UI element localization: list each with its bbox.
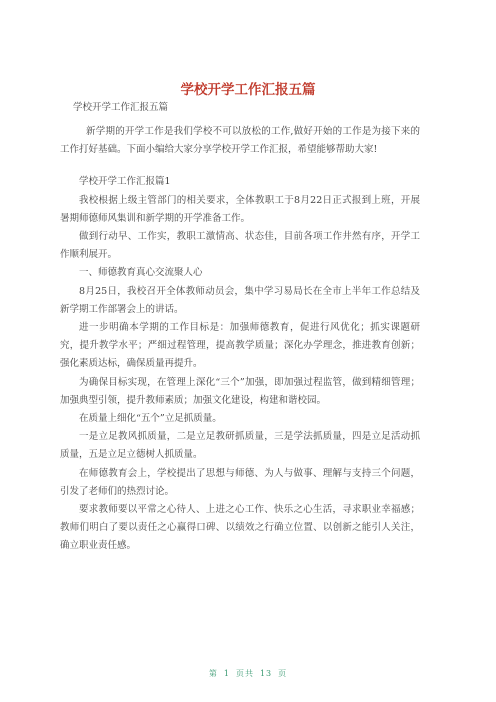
body-paragraph-6: 在质量上细化“五个”立足抓质量。 [79,413,222,425]
page-label-post: 页 [278,669,288,678]
body-paragraph-2: 做到行动早、工作实，教职工激情高、状态佳，目前各项工作井然有序，开学工作顺利展开。 [60,231,420,261]
page-total: 13 [259,669,273,678]
body-paragraph-3: 8月25日，我校召开全体教师动员会，集中学习易局长在全市上半年工作总结及新学期工作部署会上的讲话。 [60,285,420,315]
body-paragraph-5: 为确保目标实现，在管理上深化“三个”加强，即加强过程监管，做到精细管理；加强典型引领，提升教师素质；加强文化建设，构建和谐校园。 [60,376,420,406]
body-paragraph-4: 进一步明确本学期的工作目标是：加强师德教育，促进行风优化；抓实课题研究，提升教学水平；严细过程管理，提高教学质量；深化办学理念，推进教育创新；强化素质达标，确保质量再提升。 [60,322,420,370]
intro-paragraph: 新学期的开学工作是我们学校不可以放松的工作,做好开始的工作是为接下来的工作打好基础。下面小编给大家分享学校开学工作汇报，希望能够帮助大家! [60,126,420,156]
page-current: 1 [223,669,230,678]
document-subtitle: 学校开学工作汇报五篇 [73,102,169,113]
page-footer [0,668,496,679]
page-label-mid: 页共 [235,669,254,678]
page-label-pre: 第 [208,669,218,678]
body-heading-1: 一、师德教育真心交流聚人心 [79,267,203,279]
body-paragraph-9: 要求教师要以平常之心待人、上进之心工作、快乐之心生活，寻求职业幸福感；教师们明白了要以责任之心赢得口碑、以绩效之行确立位置、以创新之能引人关注，确立职业责任感。 [60,504,420,552]
body-paragraph-7: 一是立足教风抓质量，二是立足教研抓质量，三是学法抓质量，四是立足活动抓质量，五是立足立德树人抓质量。 [60,431,420,461]
section-heading: 学校开学工作汇报篇1 [79,176,171,188]
document-title: 学校开学工作汇报五篇 [180,82,316,98]
body-paragraph-1: 我校根据上级主管部门的相关要求，全体教职工于8月22日正式报到上班，开展暑期师德师风集训和新学期的开学准备工作。 [60,194,420,224]
body-paragraph-8: 在师德教育会上，学校提出了思想与师德、为人与做事、理解与支持三个问题，引发了老师们的热烈讨论。 [60,467,420,497]
document-body [60,118,420,556]
